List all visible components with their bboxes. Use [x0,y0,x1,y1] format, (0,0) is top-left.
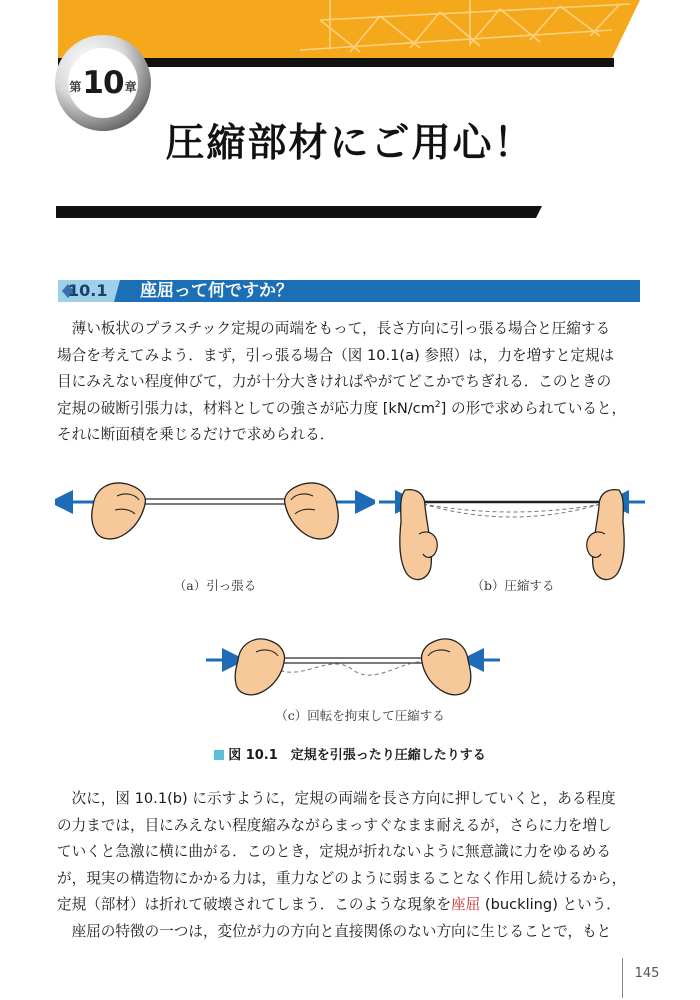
text-segment: ] の形で求められていると， [440,399,627,417]
figure-b-caption: （b）圧縮する [471,578,555,593]
page-number: 145 [634,966,660,981]
figure-title-text: 図 10.1 定規を引張ったり圧縮したりする [228,748,486,763]
text-line [57,892,644,919]
chapter-suffix: 章 [124,79,137,94]
superscript: 2 [434,399,441,410]
text-line: 場合を考えてみよう．まず，引っ張る場合（図 10.1(a) 参照）は，力を増すと定規は [57,346,615,364]
section-title: 座屈って何ですか？ [140,281,293,301]
buckled-shape [423,504,601,517]
ruler [130,499,300,504]
chapter-badge-inner [68,48,138,118]
chapter-title: 圧縮部材にご用心！ [165,121,535,166]
text-line: の力までは，目にみえない程度縮みながらまっすぐなまま耐えるが，さらに力を増し [57,816,612,834]
text-line: それに断面積を乗じるだけで求められる． [57,426,335,443]
text-line: ていくと急激に横に曲がる．このとき，定規が折れないように無意識に力をゆるめる [57,843,611,860]
section-number: 10.1 [68,281,108,300]
text-segment: 定規（部材）は折れて破壊されてしまう．このような現象を [57,896,452,913]
ruler [268,658,438,663]
text-segment: (buckling) という． [480,896,621,913]
text-line: 次に，図 10.1(b) に示すように，定規の両端を長さ方向に押していくと，ある程度 [71,790,616,807]
text-line: 座屈の特徴の一つは，変位が力の方向と直接関係のない方向に生じることで，もと [71,922,612,940]
keyword-buckling: 座屈 [451,896,481,913]
figure-a-caption: （a）引っ張る [173,578,257,593]
text-line: 目にみえない程度伸びて，力が十分大きければやがてどこかでちぎれる．このときの [57,373,612,390]
figure-marker-icon [214,750,224,760]
paragraph-2 [57,786,644,945]
text-segment: 定規の破断引張力は，材料としての強さが応力度 [kN/cm [57,399,435,417]
buckled-shape [423,504,601,512]
figure-b-illustration [375,470,650,590]
chapter-number: 10 [82,65,124,101]
left-hand [92,483,146,539]
text-line [57,396,644,423]
chapter-prefix: 第 [69,79,82,94]
text-line: が，現実の構造物にかかる力は，重力などのように弱まることなく作用し続けるから， [57,869,627,887]
left-hand [235,639,284,695]
page-number-divider [622,958,623,998]
figure-c-illustration [198,628,508,703]
figure-title [0,744,700,763]
text-line: 薄い板状のプラスチック定規の両端をもって，長さ方向に引っ張る場合と圧縮する [71,320,611,337]
right-hand [422,639,471,695]
figure-a-illustration [55,470,375,560]
title-rule [56,206,542,218]
figure-c-caption: （c）回転を拘束して圧縮する [275,708,445,723]
right-hand [285,483,339,539]
paragraph-1 [57,316,644,449]
